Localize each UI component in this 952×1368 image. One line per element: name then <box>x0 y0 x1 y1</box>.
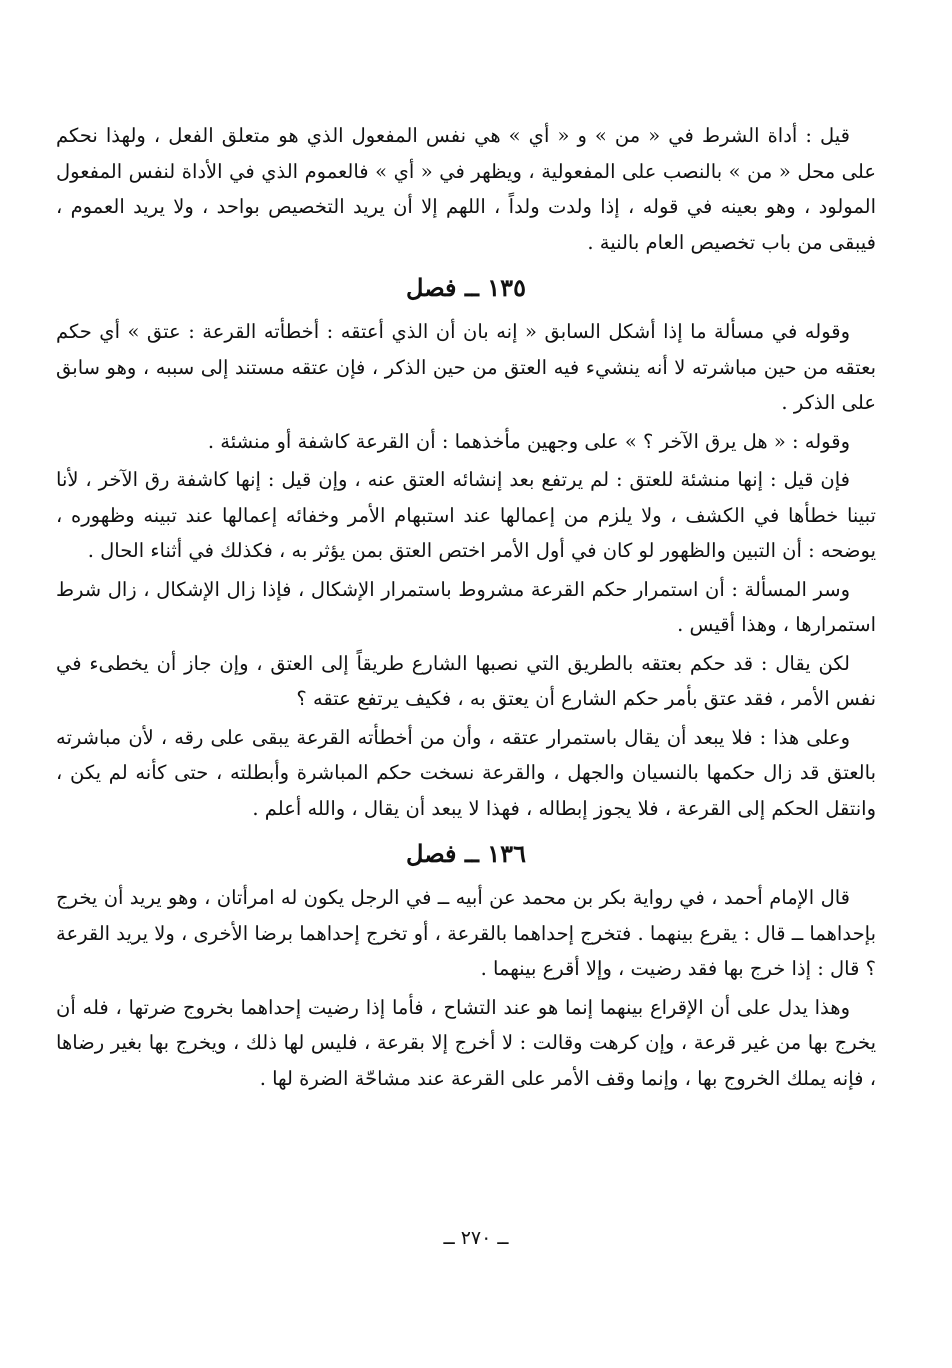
paragraph-imam-ahmad: قال الإمام أحمد ، في رواية بكر بن محمد عن أبيه ــ في الرجل يكون له امرأتان ، وهو يريد أن يخرج بإحداهما ــ قال : يقرع بينهما . فتخرج إحداهما بالقرعة ، أو تخرج إحداهما برضا الأخرى ، ولا يريد القرعة ؟ قال : إذا خرج بها فقد رضيت ، وإلا أقرع بينهما . <box>55 886 876 980</box>
paragraph-munshia: فإن قيل : إنها منشئة للعتق : لم يرتفع بعد إنشائه العتق عنه ، وإن قيل : إنها كاشفة رق الآخر ، لأنا تبينا خطأها في الكشف ، ولا يلزم من إعمالها عند استبهام الأمر وخفائه إعمالها عند تبينه وظهوره ، يوضحه : أن التبين والظهور لو كان في أول الأمر اختص العتق بمن يؤثر به ، فكذلك في أثناء الحال . <box>56 468 876 562</box>
paragraph-shart-adat: قيل : أداة الشرط في « من » و « أي » هي نفس المفعول الذي هو متعلق الفعل ، ولهذا نحكم على محل « من » بالنصب على المفعولية ، ويظهر في « أي » فالعموم الذي في الأداة لنفس المفعول المولود ، وهو بعينه في قوله ، إذا ولدت ولداً ، اللهم إلا أن يريد التخصيص بواحد ، ولا يريد العموم ، فيبقى من باب تخصيص العام بالنية . <box>56 124 876 254</box>
paragraph-hal-yariqq: وقوله : « هل يرق الآخر ؟ » على وجهين مأخذهما : أن القرعة كاشفة أو منشئة . <box>207 429 850 453</box>
paragraph-mas-ala-sabiq: وقوله في مسألة ما إذا أشكل السابق « إنه بان أن الذي أعتقه : أخطأته القرعة : عتق » أي حكم بعتقه من حين مباشرته لا أنه ينشيء فيه العتق من حين الذكر ، فإن عتقه مستند إلى سببه ، وهو سابق على الذكر . <box>56 320 876 414</box>
paragraph-sirr-al-mas-ala: وسر المسألة : أن استمرار حكم القرعة مشروط باستمرار الإشكال ، فإذا زال الإشكال ، زال شرط استمرارها ، وهذا أقيس . <box>56 577 876 636</box>
section-heading-136: ١٣٦ ــ فصل <box>406 839 526 868</box>
page-body <box>56 118 876 1099</box>
paragraph-wa-ala-hadha: وعلى هذا : فلا يبعد أن يقال باستمرار عتقه ، وأن من أخطأته القرعة يبقى على رقه ، لأن مباشرته بالعتق قد زال حكمها بالنسيان والجهل ، والقرعة نسخت حكم المباشرة وأبطلته ، حتى كأنه لم يكن ، وانتقل الحكم إلى القرعة ، فلا يجوز إبطاله ، فهذا لا يبعد أن يقال ، والله أعلم . <box>56 725 876 820</box>
paragraph-lakin-yuqal: لكن يقال : قد حكم بعتقه بالطريق التي نصبها الشارع طريقاً إلى العتق ، وإن جاز أن يخطىء في نفس الأمر ، فقد عتق بأمر حكم الشارع أن يعتق به ، فكيف يرتفع عتقه ؟ <box>56 651 876 710</box>
paragraph-iqra-bayna-huma: وهذا يدل على أن الإقراع بينهما إنما هو عند التشاح ، فأما إذا رضيت إحداهما بخروج ضرتها ، فله أن يخرج بها من غير قرعة ، وإن كرهت وقالت : لا أخرج إلا بقرعة ، فليس لها ذلك ، ويخرج بها بغير رضاها ، فإنه يملك الخروج بها ، وإنما وقف الأمر على القرعة عند مشاحّة الضرة لها . <box>56 995 876 1090</box>
page-number: ــ ٢٧٠ ــ <box>443 1227 509 1249</box>
section-heading-135: ١٣٥ ــ فصل <box>406 273 526 302</box>
